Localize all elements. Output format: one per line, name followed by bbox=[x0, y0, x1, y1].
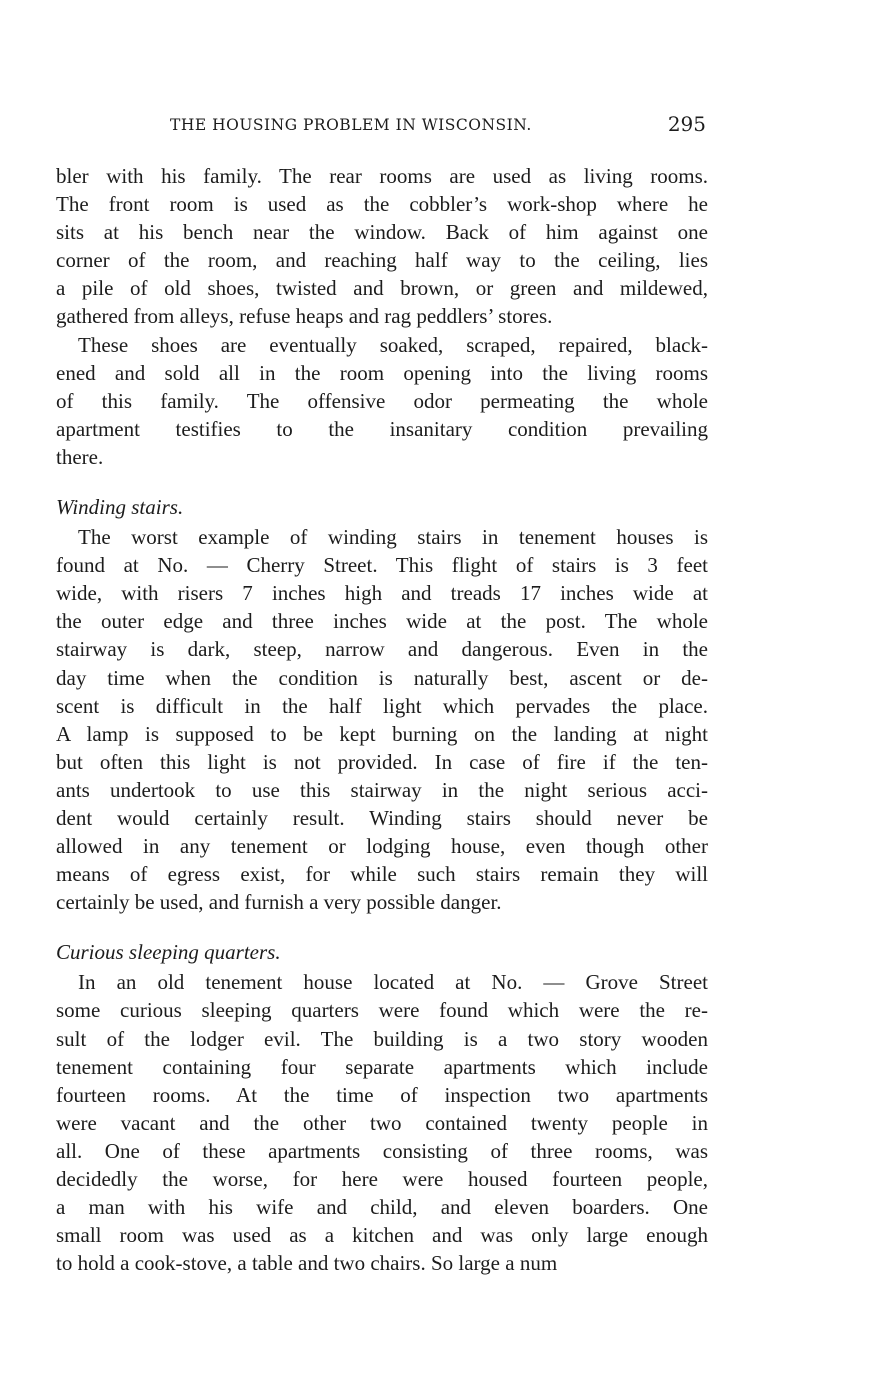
text-line: but often this light is not provided. In case of fire if the ten- bbox=[56, 749, 708, 774]
section-heading: Winding stairs. bbox=[56, 495, 184, 520]
text-line: allowed in any tenement or lodging house, even though other bbox=[56, 834, 708, 859]
text-line: tenement containing four separate apartments which include bbox=[56, 1054, 708, 1079]
text-line: day time when the condition is naturally best, ascent or de- bbox=[56, 665, 708, 690]
text-line: sult of the lodger evil. The building is a two story wooden bbox=[56, 1026, 708, 1051]
text-line: scent is difficult in the half light which pervades the place. bbox=[56, 693, 708, 718]
text-line: of this family. The offensive odor permeating the whole bbox=[56, 388, 708, 413]
text-line: fourteen rooms. At the time of inspection two apartments bbox=[56, 1082, 708, 1107]
text-line: a man with his wife and child, and eleven boarders. One bbox=[56, 1195, 708, 1220]
page-number: 295 bbox=[667, 112, 706, 136]
section bbox=[56, 493, 708, 916]
text-line: found at No. — Cherry Street. This flight of stairs is 3 feet bbox=[56, 553, 708, 578]
text-line: some curious sleeping quarters were found which were the re- bbox=[56, 998, 708, 1023]
text-line: A lamp is supposed to be kept burning on the landing at night bbox=[56, 721, 708, 746]
text-line: In an old tenement house located at No. — Grove Street bbox=[78, 970, 708, 995]
text-line: ants undertook to use this stairway in the night serious acci- bbox=[56, 777, 708, 802]
text-line: bler with his family. The rear rooms are used as living rooms. bbox=[56, 164, 708, 188]
text-line: a pile of old shoes, twisted and brown, or green and mildewed, bbox=[56, 276, 708, 301]
text-line: there. bbox=[56, 444, 104, 469]
running-title: THE HOUSING PROBLEM IN WISCONSIN. bbox=[170, 116, 532, 134]
text-line: wide, with risers 7 inches high and treads 17 inches wide at bbox=[56, 581, 708, 606]
text-line: dent would certainly result. Winding stairs should never be bbox=[56, 805, 708, 830]
paragraph bbox=[56, 331, 708, 471]
text-line: means of egress exist, for while such stairs remain they will bbox=[56, 862, 708, 887]
text-line: These shoes are eventually soaked, scraped, repaired, black- bbox=[78, 332, 708, 357]
text-line: decidedly the worse, for here were housed fourteen people, bbox=[56, 1167, 708, 1191]
text-line: all. One of these apartments consisting of three rooms, was bbox=[56, 1138, 708, 1163]
section bbox=[56, 938, 708, 1277]
text-line: The worst example of winding stairs in tenement houses is bbox=[78, 525, 708, 550]
text-line: stairway is dark, steep, narrow and dangerous. Even in the bbox=[56, 637, 708, 662]
text-line: the outer edge and three inches wide at the post. The whole bbox=[56, 609, 708, 634]
body-text bbox=[56, 162, 708, 1277]
text-line: The front room is used as the cobbler’s work-shop where he bbox=[56, 192, 708, 217]
text-line: sits at his bench near the window. Back of him against one bbox=[56, 220, 708, 245]
paragraph bbox=[56, 968, 708, 1277]
section-heading: Curious sleeping quarters. bbox=[56, 940, 281, 965]
text-line: were vacant and the other two contained twenty people in bbox=[56, 1110, 708, 1135]
section bbox=[56, 162, 708, 471]
text-line: small room was used as a kitchen and was only large enough bbox=[56, 1223, 708, 1248]
text-line: apartment testifies to the insanitary condition prevailing bbox=[56, 416, 708, 441]
paragraph bbox=[56, 523, 708, 916]
text-line: certainly be used, and furnish a very possible danger. bbox=[56, 890, 502, 915]
running-head bbox=[170, 112, 710, 142]
paragraph bbox=[56, 162, 708, 331]
text-line: corner of the room, and reaching half way to the ceiling, lies bbox=[56, 248, 708, 273]
text-line: gathered from alleys, refuse heaps and rag peddlers’ stores. bbox=[56, 304, 553, 329]
text-line: ened and sold all in the room opening into the living rooms bbox=[56, 360, 708, 385]
text-line: to hold a cook-stove, a table and two chairs. So large a num bbox=[56, 1251, 558, 1276]
